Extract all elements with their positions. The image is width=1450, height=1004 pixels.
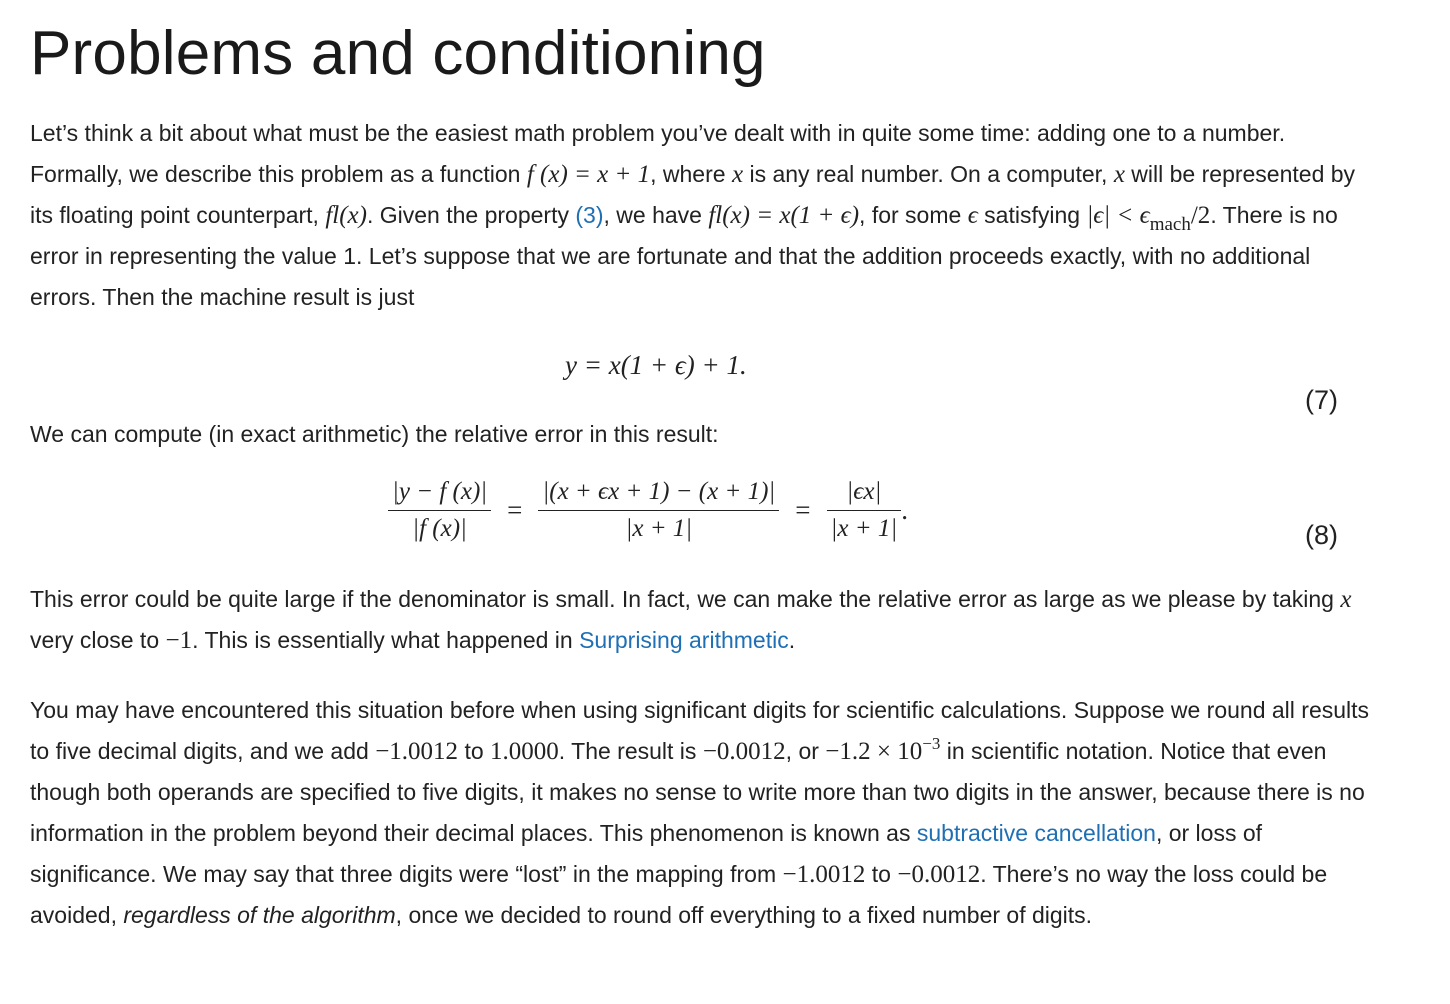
equals-sign: = [507, 495, 523, 525]
math-value: −0.0012 [897, 861, 981, 888]
math-value: −1.0012 [375, 738, 459, 765]
math-exponent: −3 [922, 734, 941, 753]
text: , or [785, 738, 826, 764]
link-subtractive-cancellation[interactable]: subtractive cancellation [916, 820, 1156, 846]
math-value: −0.0012 [702, 738, 786, 765]
text: You may have encountered this situation before when using significant digits for scientific calculations. Suppose we round all results to five decimal digits, and we add [30, 697, 1370, 764]
equation-period: . [901, 495, 908, 525]
text: , for some [859, 202, 968, 228]
text: . This is essentially what happened in [192, 627, 580, 653]
math-x: x [1113, 161, 1125, 188]
text: to [458, 738, 491, 764]
math-subscript-mach: mach [1149, 214, 1191, 235]
text: . Given the property [366, 202, 576, 228]
math-value: 1.0000 [490, 738, 559, 765]
paragraph-relative-error: We can compute (in exact arithmetic) the relative error in this result: [30, 421, 719, 447]
math-fx: f (x) = x + 1 [526, 161, 651, 188]
page-title: Problems and conditioning [30, 19, 766, 88]
link-property-3[interactable]: (3) [575, 202, 604, 228]
math-fl-eq: fl(x) = x(1 + ϵ) [708, 202, 860, 229]
link-surprising-arithmetic[interactable]: Surprising arithmetic [579, 627, 789, 653]
text: . There’s no way the loss could be avoided, [30, 861, 1328, 928]
text: satisfying [977, 202, 1087, 228]
fraction-3-numerator: |ϵx| [827, 478, 902, 511]
text: , where [650, 161, 732, 187]
text: in scientific notation. Notice that even though both operands are specified to five digits, it makes no sense to write more than two digits in the answer, because there is no information in the problem beyond their decimal places. This phenomenon is known as [30, 738, 1365, 846]
math-eps-bound: |ϵ| < ϵ [1086, 202, 1150, 229]
equation-7 [565, 350, 747, 381]
emphasis-text: regardless of the algorithm [123, 902, 396, 928]
text: . There is no error in representing the value 1. Let’s suppose that we are fortunate and that the addition proceeds exactly, with no additional errors. Then the machine result is just [30, 202, 1338, 310]
text: very close to [30, 627, 166, 653]
paragraph-denominator [30, 579, 1375, 661]
paragraph-intro [30, 113, 1375, 318]
text: , or loss of significance. We may say that three digits were “lost” in the mapping from [30, 820, 1263, 887]
text: will be represented by its floating point counterpart, [30, 161, 1356, 228]
paragraph-significant-digits [30, 690, 1375, 936]
fraction-2 [538, 478, 779, 543]
text: is any real number. On a computer, [743, 161, 1114, 187]
equation-7-expression: y = x(1 + ϵ) + 1. [565, 350, 747, 380]
fraction-2-denominator: |x + 1| [625, 515, 693, 542]
equation-8-number: (8) [1305, 520, 1338, 550]
text: , once we decided to round off everything to a fixed number of digits. [395, 902, 1093, 928]
fraction-3 [827, 478, 902, 543]
text: Let’s think a bit about what must be the easiest math problem you’ve dealt with in quite some time: adding one to a number. Formally, we describe this problem as a function [30, 120, 1286, 187]
equation-7-number: (7) [1305, 385, 1338, 415]
math-flx: fl(x) [325, 202, 367, 229]
text: . The result is [558, 738, 703, 764]
text: . [788, 627, 796, 653]
fraction-3-denominator: |x + 1| [830, 515, 898, 542]
fraction-1 [388, 478, 491, 543]
fraction-1-denominator: |f (x)| [412, 515, 467, 542]
math-over-2: /2 [1190, 202, 1211, 229]
math-epsilon: ϵ [967, 202, 978, 229]
equation-8 [388, 478, 908, 543]
math-scientific: −1.2 × 10 [825, 738, 923, 765]
text: This error could be quite large if the denominator is small. In fact, we can make the relative error as large as we please by taking [30, 586, 1341, 612]
equals-sign: = [795, 495, 811, 525]
text: , we have [603, 202, 709, 228]
math-x: x [731, 161, 744, 188]
fraction-1-numerator: |y − f (x)| [388, 478, 491, 511]
fraction-2-numerator: |(x + ϵx + 1) − (x + 1)| [538, 478, 779, 511]
math-minus-one: −1 [165, 627, 193, 654]
text: to [865, 861, 898, 887]
math-x: x [1340, 586, 1352, 613]
math-value: −1.0012 [782, 861, 866, 888]
